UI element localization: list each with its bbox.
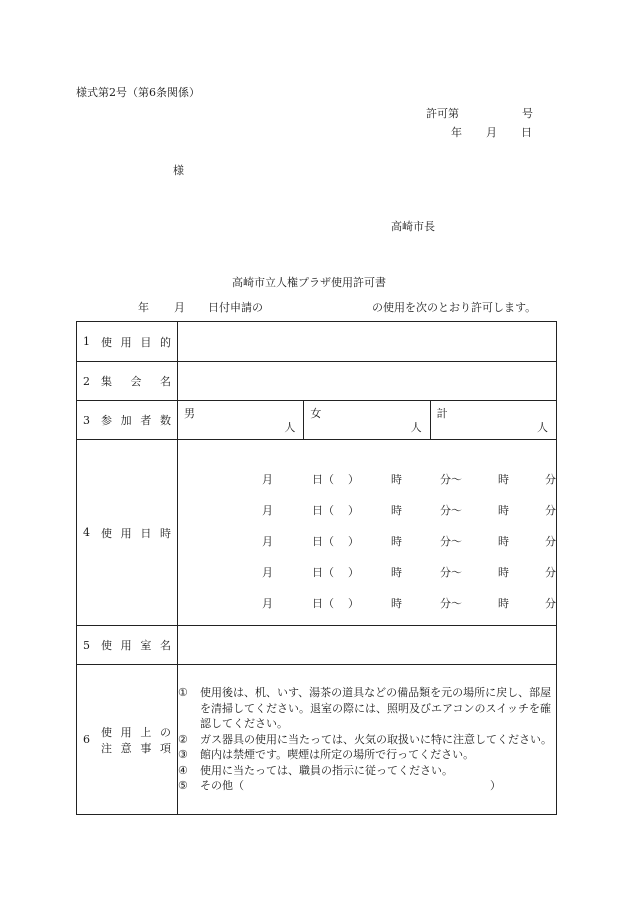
datetime-minute: 分 bbox=[545, 503, 556, 517]
permit-number-label: 許可第 bbox=[426, 107, 459, 120]
datetime-minute-from: 分〜 bbox=[440, 534, 462, 548]
datetime-line[interactable] bbox=[178, 463, 556, 494]
date-year: 年 bbox=[451, 126, 462, 139]
row-datetime: 4 使 用 日 時 月 日（ ） 時 分〜 時 分 月 日（ ） 時 分〜 時 分 月 日（ ） 時 分〜 時 分 月 日（ ） 時 分〜 時 分 月 日（ ） 時 分〜 時 分 bbox=[77, 440, 557, 626]
meeting-name-field[interactable] bbox=[178, 362, 557, 401]
datetime-line[interactable] bbox=[178, 556, 556, 587]
datetime-close: ） bbox=[348, 596, 359, 610]
intro-text: の使用を次のとおり許可します。 bbox=[372, 301, 537, 314]
datetime-hour: 時 bbox=[391, 472, 402, 486]
row-number: 6 bbox=[83, 733, 90, 746]
datetime-close: ） bbox=[348, 472, 359, 486]
note-item: ③ 館内は禁煙です。喫煙は所定の場所で行ってください。 bbox=[178, 748, 475, 762]
date-month: 月 bbox=[486, 126, 497, 139]
datetime-minute-from: 分〜 bbox=[440, 596, 462, 610]
form-number: 様式第2号（第6条関係） bbox=[76, 86, 200, 99]
datetime-minute: 分 bbox=[545, 596, 556, 610]
purpose-field[interactable] bbox=[178, 322, 557, 362]
note-item: ② ガス器具の使用に当たっては、火気の取扱いに特に注意してください。 bbox=[178, 732, 552, 746]
datetime-month: 月 bbox=[262, 472, 273, 486]
datetime-hour2: 時 bbox=[498, 596, 509, 610]
datetime-hour: 時 bbox=[391, 503, 402, 517]
row-number: 2 bbox=[83, 374, 90, 388]
datetime-hour: 時 bbox=[391, 534, 402, 548]
row-number: 3 bbox=[83, 413, 90, 427]
datetime-line[interactable] bbox=[178, 587, 556, 618]
datetime-hour: 時 bbox=[391, 596, 402, 610]
datetime-minute: 分 bbox=[545, 534, 556, 548]
permit-table bbox=[76, 321, 557, 815]
row-number: 5 bbox=[83, 638, 90, 652]
datetime-line[interactable] bbox=[178, 525, 556, 556]
date-day: 日 bbox=[521, 126, 532, 139]
datetime-close: ） bbox=[348, 534, 359, 548]
intro-month: 月 bbox=[174, 301, 185, 314]
row-number: 4 bbox=[83, 526, 90, 539]
datetime-month: 月 bbox=[262, 534, 273, 548]
datetime-day: 日（ bbox=[312, 503, 334, 517]
datetime-day: 日（ bbox=[312, 596, 334, 610]
note-item: ④ 使用に当たっては、職員の指示に従ってください。 bbox=[178, 763, 453, 777]
datetime-line[interactable] bbox=[178, 494, 556, 525]
datetime-day: 日（ bbox=[312, 472, 334, 486]
datetime-minute-from: 分〜 bbox=[440, 503, 462, 517]
room-name-field[interactable] bbox=[178, 626, 557, 665]
datetime-hour: 時 bbox=[391, 565, 402, 579]
datetime-hour2: 時 bbox=[498, 472, 509, 486]
datetime-hour2: 時 bbox=[498, 565, 509, 579]
datetime-close: ） bbox=[348, 503, 359, 517]
datetime-field[interactable] bbox=[178, 440, 557, 626]
note-item: ⑤ その他（ ） bbox=[178, 779, 501, 793]
datetime-hour2: 時 bbox=[498, 534, 509, 548]
datetime-minute-from: 分〜 bbox=[440, 565, 462, 579]
issuer: 高崎市長 bbox=[391, 220, 435, 233]
datetime-minute-from: 分〜 bbox=[440, 472, 462, 486]
row-purpose: 1 使 用 目 的 bbox=[77, 322, 557, 362]
datetime-month: 月 bbox=[262, 596, 273, 610]
datetime-minute: 分 bbox=[545, 472, 556, 486]
datetime-month: 月 bbox=[262, 565, 273, 579]
usage-notes bbox=[178, 665, 557, 815]
datetime-minute: 分 bbox=[545, 565, 556, 579]
datetime-hour2: 時 bbox=[498, 503, 509, 517]
intro-year: 年 bbox=[138, 301, 149, 314]
row-meeting: 2 集 会 名 bbox=[77, 362, 557, 401]
datetime-month: 月 bbox=[262, 503, 273, 517]
total-count-field[interactable]: 計 人 bbox=[436, 407, 548, 434]
row-attendees: 3 参 加 者 数 男 人 女 人 計 人 bbox=[77, 401, 557, 440]
datetime-day: 日（ bbox=[312, 565, 334, 579]
female-count-field[interactable]: 女 人 bbox=[304, 401, 430, 439]
permit-number-suffix: 号 bbox=[522, 107, 533, 120]
datetime-day: 日（ bbox=[312, 534, 334, 548]
addressee: 様 bbox=[173, 164, 184, 177]
row-number: 1 bbox=[83, 335, 90, 348]
note-item: ① 使用後は、机、いす、湯茶の道具などの備品類を元の場所に戻し、部屋を清掃してください。退室の際には、照明及びエアコンのスイッチを確認してください。 bbox=[178, 685, 552, 731]
intro-date-applied: 日付申請の bbox=[208, 301, 263, 314]
male-count-field[interactable]: 男 人 bbox=[178, 401, 304, 439]
datetime-close: ） bbox=[348, 565, 359, 579]
row-room: 5 使 用 室 名 bbox=[77, 626, 557, 665]
document-title: 高崎市立人権プラザ使用許可書 bbox=[232, 276, 386, 289]
row-notes: 6 使 用 上 の 注 意 事 項 ① 使用後は、机、いす、湯茶の道具などの備品類を元の場所に戻し、部屋を清掃してください。退室の際には、照明及びエアコンのスイッチを確認してください。 ② ガス器具の使用に当たっては、火気の取扱いに特に注意してください。 ③ 館内は禁煙です。喫煙は所定の場所で行ってください。 ④ 使用に当たっては、職員の指示に従ってください。 ⑤ その他（ ） bbox=[77, 665, 557, 815]
